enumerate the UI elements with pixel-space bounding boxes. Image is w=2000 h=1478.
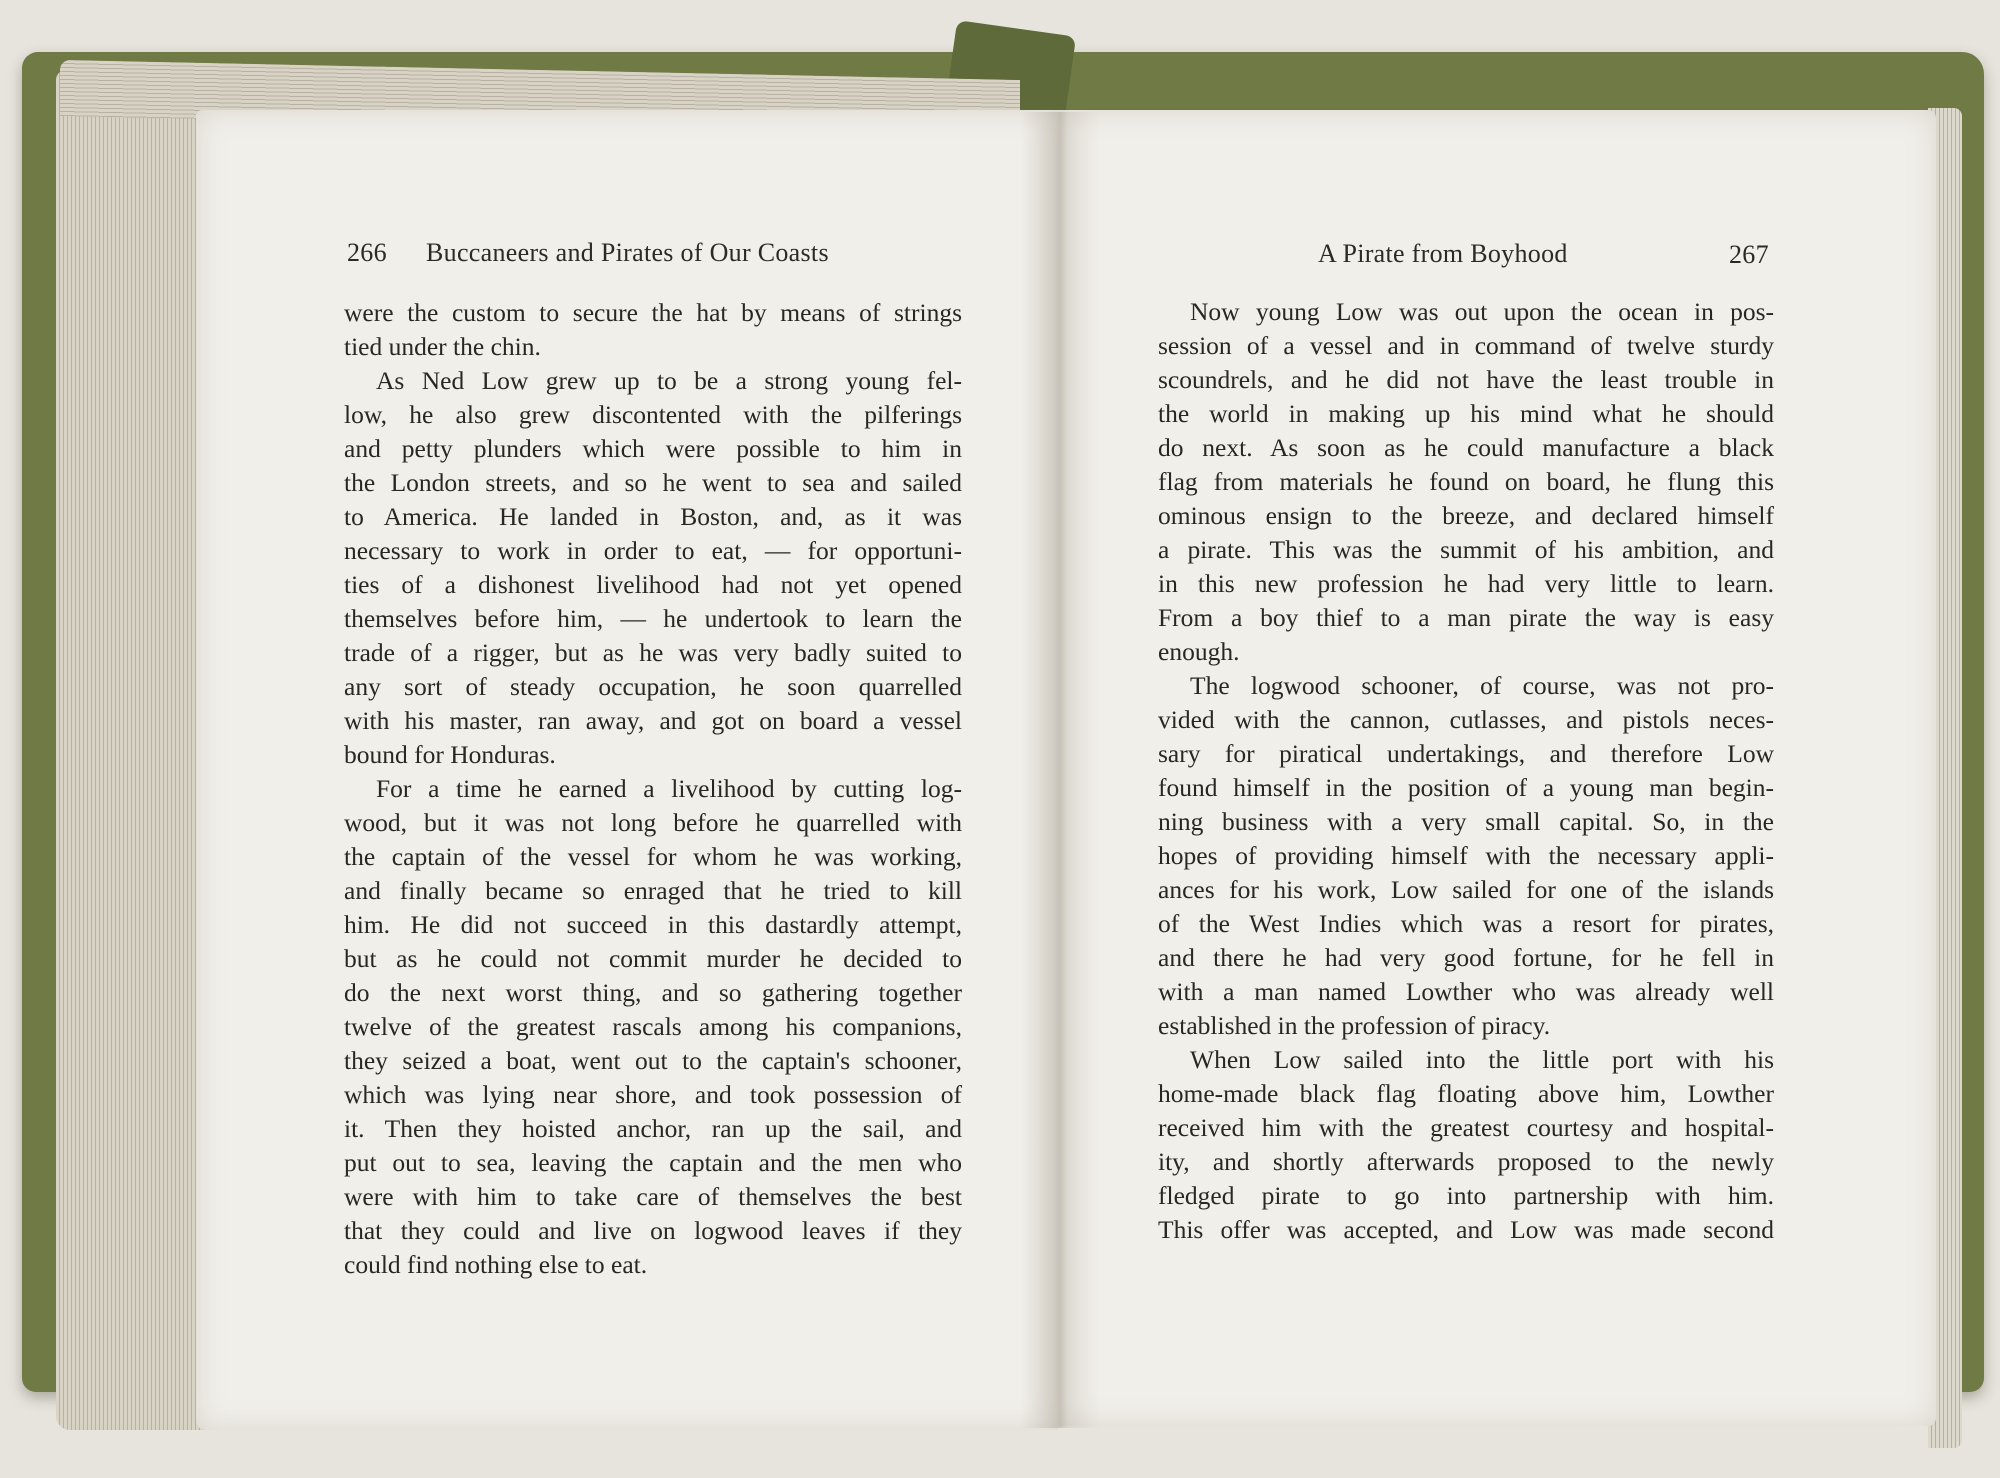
text-line: Now young Low was out upon the ocean in pos- [1190,297,1774,326]
text-line: and petty plunders which were possible to him in [344,434,962,463]
left-running-head: Buccaneers and Pirates of Our Coasts [426,238,829,267]
text-line: themselves before him, — he undertook to learn the [344,604,962,633]
text-line: and finally became so enraged that he tried to kill [344,876,962,905]
text-line: the London streets, and so he went to sea and sailed [344,468,962,497]
right-page-number: 267 [1729,240,1769,269]
left-page-body [344,296,962,1282]
text-line: that they could and live on logwood leaves if they [344,1216,962,1245]
text-line: do the next worst thing, and so gathering together [344,978,962,1007]
text-line: twelve of the greatest rascals among his companions, [344,1012,962,1041]
text-line: it. Then they hoisted anchor, ran up the sail, and [344,1114,962,1143]
text-line: bound for Honduras. [344,740,556,769]
text-line: The logwood schooner, of course, was not pro- [1190,671,1774,700]
text-line: found himself in the position of a young man begin- [1158,773,1774,802]
text-line: ominous ensign to the breeze, and declared himself [1158,501,1774,530]
text-line: established in the profession of piracy. [1158,1011,1551,1040]
text-line: to America. He landed in Boston, and, as it was [344,502,962,531]
text-line: do next. As soon as he could manufacture a black [1158,433,1774,462]
text-line: ity, and shortly afterwards proposed to the newly [1158,1147,1774,1176]
text-line: the captain of the vessel for whom he was working, [344,842,962,871]
text-line: which was lying near shore, and took possession of [344,1080,962,1109]
text-line: with his master, ran away, and got on board a vessel [344,706,962,735]
right-page-body [1158,295,1774,1247]
text-line: fledged pirate to go into partnership with him. [1158,1181,1774,1210]
text-line: of the West Indies which was a resort for pirates, [1158,909,1774,938]
left-page-number: 266 [347,238,387,267]
text-line: tied under the chin. [344,332,541,361]
text-line: home-made black flag floating above him, Lowther [1158,1079,1774,1108]
text-line: wood, but it was not long before he quarrelled with [344,808,962,837]
text-line: This offer was accepted, and Low was made second [1158,1215,1774,1244]
text-line: ances for his work, Low sailed for one of the islands [1158,875,1774,904]
text-line: vided with the cannon, cutlasses, and pistols neces- [1158,705,1774,734]
text-line: hopes of providing himself with the necessary appli- [1158,841,1774,870]
text-line: From a boy thief to a man pirate the way is easy [1158,603,1774,632]
text-line: scoundrels, and he did not have the least trouble in [1158,365,1774,394]
text-line: trade of a rigger, but as he was very badly suited to [344,638,962,667]
text-line: sary for piratical undertakings, and therefore Low [1158,739,1774,768]
text-line: could find nothing else to eat. [344,1250,648,1279]
text-line: the world in making up his mind what he should [1158,399,1774,428]
text-line: with a man named Lowther who was already well [1158,977,1774,1006]
text-line: put out to sea, leaving the captain and the men who [344,1148,962,1177]
text-line: they seized a boat, went out to the captain's schooner, [344,1046,962,1075]
text-line: When Low sailed into the little port with his [1190,1045,1774,1074]
text-line: a pirate. This was the summit of his ambition, and [1158,535,1774,564]
text-line: him. He did not succeed in this dastardly attempt, [344,910,962,939]
text-line: and there he had very good fortune, for he fell in [1158,943,1774,972]
text-line: enough. [1158,637,1240,666]
text-line: were the custom to secure the hat by means of strings [344,298,962,327]
right-running-head: A Pirate from Boyhood [1318,239,1568,268]
text-line: low, he also grew discontented with the pilferings [344,400,962,429]
text-line: necessary to work in order to eat, — for opportuni- [344,536,962,565]
text-line: were with him to take care of themselves the best [344,1182,962,1211]
text-line: received him with the greatest courtesy and hospital- [1158,1113,1774,1142]
text-line: ties of a dishonest livelihood had not yet opened [344,570,962,599]
text-line: session of a vessel and in command of twelve sturdy [1158,331,1774,360]
text-line: but as he could not commit murder he decided to [344,944,962,973]
text-line: For a time he earned a livelihood by cutting log- [376,774,962,803]
book-gutter-shadow [1020,112,1100,1428]
page-edges-left [56,70,216,1430]
text-line: As Ned Low grew up to be a strong young fel- [376,366,962,395]
text-line: any sort of steady occupation, he soon quarrelled [344,672,962,701]
text-line: ning business with a very small capital. So, in the [1158,807,1774,836]
text-line: in this new profession he had very little to learn. [1158,569,1774,598]
text-line: flag from materials he found on board, he flung this [1158,467,1774,496]
